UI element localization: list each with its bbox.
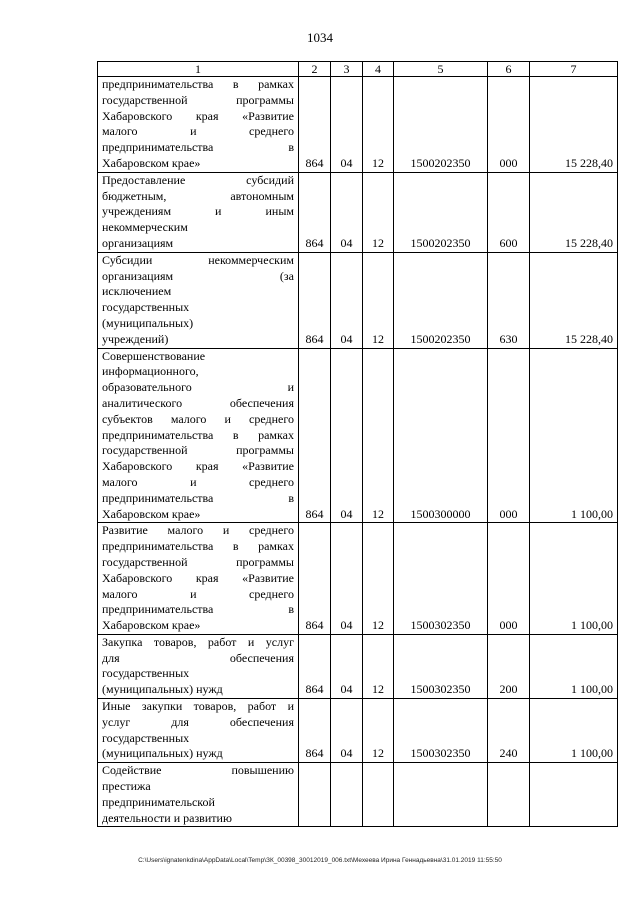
page-number: 1034 (307, 30, 333, 45)
row-name-line: Иные закупки товаров, работ и (102, 699, 294, 714)
ministry-code-cell: 864 (299, 77, 331, 173)
section-cell: 04 (331, 699, 363, 763)
table-row (98, 252, 618, 348)
row-name-line: бюджетным, автономным (102, 188, 294, 203)
row-name-line: государственных (102, 300, 190, 315)
row-name-line: государственных (102, 730, 190, 745)
row-name-line: Закупка товаров, работ и услуг (102, 634, 294, 649)
row-name-line: малого и среднего (102, 124, 294, 139)
row-name-line: Хабаровском крае» (102, 618, 201, 633)
row-name-line: Предоставление субсидий (102, 172, 294, 187)
row-name-line: предпринимательства в (102, 602, 294, 617)
ministry-code-cell: 864 (299, 634, 331, 698)
row-name-line: образовательного и (102, 380, 294, 395)
row-name-line: некоммерческим (102, 220, 188, 235)
amount-cell: 1 100,00 (530, 634, 618, 698)
row-name-line: учреждениям и иным (102, 204, 294, 219)
section-cell: 04 (331, 252, 363, 348)
ministry-code-cell: 864 (299, 523, 331, 635)
row-name-line: государственной программы (102, 554, 294, 569)
subsection-cell: 12 (363, 699, 394, 763)
row-name-line: престижа (102, 779, 151, 794)
table-row (98, 523, 618, 635)
row-name-cell (98, 763, 299, 827)
expense-type-cell: 000 (488, 348, 530, 523)
subsection-cell: 12 (363, 348, 394, 523)
row-name-line: исключением (102, 284, 172, 299)
row-name-line: Развитие малого и среднего (102, 523, 294, 538)
target-article-cell: 1500302350 (394, 699, 488, 763)
row-name-cell (98, 634, 299, 698)
ministry-code-cell: 864 (299, 348, 331, 523)
row-name-line: (муниципальных) (102, 315, 194, 330)
ministry-code-cell: 864 (299, 699, 331, 763)
target-article-cell: 1500302350 (394, 634, 488, 698)
row-name-line: субъектов малого и среднего (102, 411, 294, 426)
amount-cell: 15 228,40 (530, 77, 618, 173)
expense-type-cell: 000 (488, 523, 530, 635)
row-name-cell (98, 348, 299, 523)
row-name-line: аналитического обеспечения (102, 395, 294, 410)
section-cell: 04 (331, 523, 363, 635)
row-name-line: малого и среднего (102, 474, 294, 489)
row-name-line: (муниципальных) нужд (102, 682, 223, 697)
row-name-line: Хабаровского края «Развитие (102, 459, 294, 474)
table-header-row (98, 62, 618, 77)
subsection-cell: 12 (363, 523, 394, 635)
row-name-line: деятельности и развитию (102, 810, 232, 825)
row-name-line: предпринимательства в рамках (102, 77, 294, 91)
expense-type-cell (488, 763, 530, 827)
target-article-cell (394, 763, 488, 827)
row-name-line: предпринимательства в рамках (102, 427, 294, 442)
column-header: 3 (331, 62, 363, 77)
row-name-line: предпринимательства в (102, 140, 294, 155)
row-name-line: организациям (за (102, 268, 294, 283)
row-name-cell (98, 77, 299, 173)
amount-cell: 1 100,00 (530, 523, 618, 635)
expense-type-cell: 600 (488, 172, 530, 252)
row-name-line: Субсидии некоммерческим (102, 252, 294, 267)
column-header: 4 (363, 62, 394, 77)
table-row (98, 763, 618, 827)
row-name-line: (муниципальных) нужд (102, 746, 223, 761)
row-name-line: учреждений) (102, 331, 169, 346)
section-cell: 04 (331, 348, 363, 523)
row-name-line: Содействие повышению (102, 763, 294, 778)
row-name-line: организациям (102, 235, 174, 250)
section-cell: 04 (331, 634, 363, 698)
table-row (98, 172, 618, 252)
column-header: 7 (530, 62, 618, 77)
amount-cell (530, 763, 618, 827)
row-name-line: Хабаровского края «Развитие (102, 570, 294, 585)
section-cell: 04 (331, 77, 363, 173)
table-row (98, 348, 618, 523)
row-name-line: информационного, (102, 364, 199, 379)
column-header: 5 (394, 62, 488, 77)
row-name-line: для обеспечения (102, 650, 294, 665)
row-name-line: предпринимательской (102, 794, 215, 809)
amount-cell: 15 228,40 (530, 172, 618, 252)
row-name-line: государственной программы (102, 443, 294, 458)
row-name-line: предпринимательства в (102, 490, 294, 505)
table-row (98, 699, 618, 763)
row-name-line: услуг для обеспечения (102, 714, 294, 729)
row-name-line: Хабаровском крае» (102, 506, 201, 521)
row-name-cell (98, 252, 299, 348)
subsection-cell: 12 (363, 172, 394, 252)
amount-cell: 1 100,00 (530, 348, 618, 523)
subsection-cell: 12 (363, 252, 394, 348)
row-name-cell (98, 523, 299, 635)
expense-type-cell: 200 (488, 634, 530, 698)
row-name-line: Хабаровского края «Развитие (102, 108, 294, 123)
target-article-cell: 1500202350 (394, 252, 488, 348)
budget-table (97, 61, 618, 827)
section-cell (331, 763, 363, 827)
file-path-footer: C:\Users\ignatenkdina\AppData\Local\Temp\ЗК_00398_30012019_006.txt\Мехеева Ирина Геннадьевна\31.01.2019 11:55:50 (138, 857, 502, 864)
row-name-line: малого и среднего (102, 586, 294, 601)
amount-cell: 15 228,40 (530, 252, 618, 348)
column-header: 6 (488, 62, 530, 77)
table-row (98, 77, 618, 173)
column-header: 1 (98, 62, 299, 77)
subsection-cell: 12 (363, 77, 394, 173)
ministry-code-cell (299, 763, 331, 827)
row-name-line: предпринимательства в рамках (102, 539, 294, 554)
expense-type-cell: 630 (488, 252, 530, 348)
row-name-line: Хабаровском крае» (102, 155, 201, 170)
subsection-cell: 12 (363, 634, 394, 698)
row-name-cell (98, 699, 299, 763)
target-article-cell: 1500202350 (394, 172, 488, 252)
row-name-line: Совершенствование (102, 348, 206, 363)
target-article-cell: 1500300000 (394, 348, 488, 523)
section-cell: 04 (331, 172, 363, 252)
target-article-cell: 1500302350 (394, 523, 488, 635)
table-row (98, 634, 618, 698)
expense-type-cell: 000 (488, 77, 530, 173)
amount-cell: 1 100,00 (530, 699, 618, 763)
row-name-line: государственных (102, 666, 190, 681)
ministry-code-cell: 864 (299, 252, 331, 348)
column-header: 2 (299, 62, 331, 77)
target-article-cell: 1500202350 (394, 77, 488, 173)
row-name-line: государственной программы (102, 92, 294, 107)
row-name-cell (98, 172, 299, 252)
ministry-code-cell: 864 (299, 172, 331, 252)
expense-type-cell: 240 (488, 699, 530, 763)
subsection-cell (363, 763, 394, 827)
